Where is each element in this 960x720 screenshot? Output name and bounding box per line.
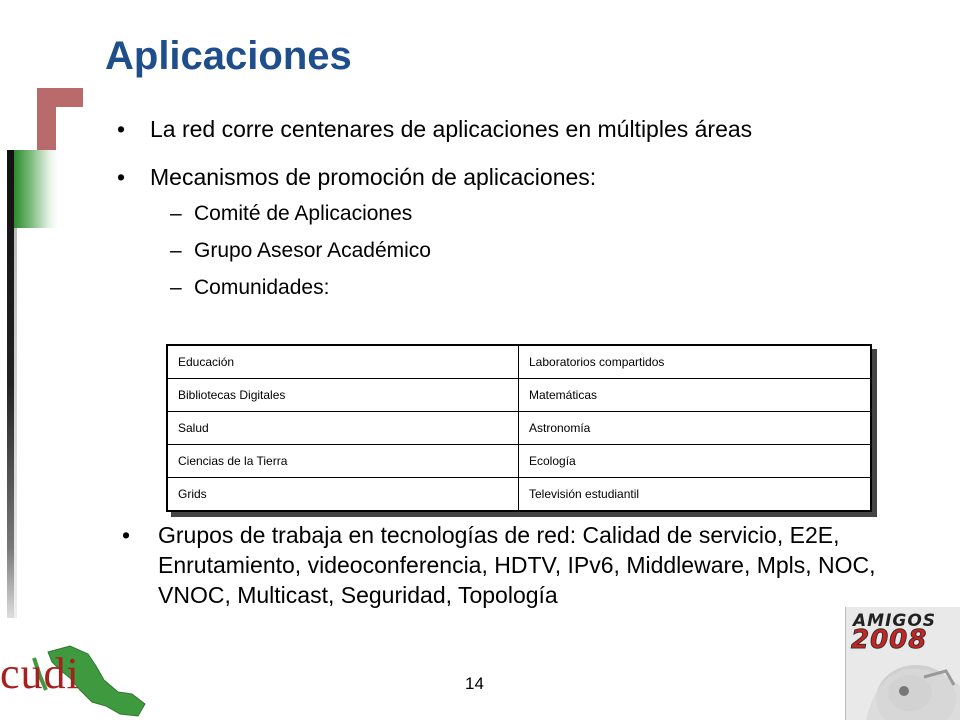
table-cell: Salud — [167, 412, 519, 445]
bullet-item — [117, 162, 857, 193]
dash-marker: – — [170, 202, 182, 225]
table-cell: Ecología — [519, 445, 872, 478]
sub-bullet-item — [117, 201, 857, 227]
robot-face-image — [846, 607, 960, 720]
table-cell: Astronomía — [519, 412, 872, 445]
table-cell: Matemáticas — [519, 379, 872, 412]
bullet-marker: • — [122, 522, 131, 548]
dash-marker: – — [170, 239, 182, 262]
sub-bullet-item — [117, 275, 857, 301]
dash-marker: – — [170, 276, 182, 299]
cudi-logo-text: cudi — [0, 649, 80, 698]
amigos-logo-year: 2008 — [851, 625, 928, 655]
bullet-text: Grupos de trabaja en tecnologías de red: Calidad de servicio, E2E, Enrutamiento, videoconferencia, HDTV, IPv6, Middleware, Mpls, NOC, VNOC, Multicast, Seguridad, Topología — [158, 522, 876, 608]
table-cell: Televisión estudiantil — [519, 478, 872, 512]
bullet-item — [117, 114, 857, 145]
page-number: 14 — [465, 674, 484, 693]
bullet-item — [122, 520, 918, 610]
table-cell: Ciencias de la Tierra — [167, 445, 519, 478]
bullet-text: La red corre centenares de aplicaciones en múltiples áreas — [150, 116, 753, 142]
sub-bullet-item — [117, 238, 857, 264]
bullet-list — [117, 114, 857, 312]
table-row — [167, 412, 871, 445]
table-cell: Bibliotecas Digitales — [167, 379, 519, 412]
table-row — [167, 445, 871, 478]
gray-accent-bar — [14, 228, 17, 618]
sub-bullet-text: Comunidades: — [194, 276, 330, 299]
green-accent-shape — [14, 150, 58, 228]
slide-title: Aplicaciones — [105, 34, 352, 78]
amigos-2008-logo — [845, 607, 960, 720]
bullet-marker: • — [117, 164, 126, 190]
table-row — [167, 478, 871, 512]
communities-table — [166, 344, 872, 512]
accent-cutout — [56, 107, 83, 166]
bullet-text: Mecanismos de promoción de aplicaciones: — [150, 164, 597, 190]
black-accent-bar — [7, 150, 14, 618]
amigos-logo-text: AMIGOS — [853, 611, 937, 631]
sub-bullet-text: Comité de Aplicaciones — [194, 202, 413, 225]
table-row — [167, 345, 871, 379]
table-row — [167, 379, 871, 412]
table-cell: Laboratorios compartidos — [519, 345, 872, 379]
sub-bullet-text: Grupo Asesor Académico — [194, 239, 431, 262]
bullet-marker: • — [117, 116, 126, 142]
table-cell: Grids — [167, 478, 519, 512]
table-cell: Educación — [167, 345, 519, 379]
